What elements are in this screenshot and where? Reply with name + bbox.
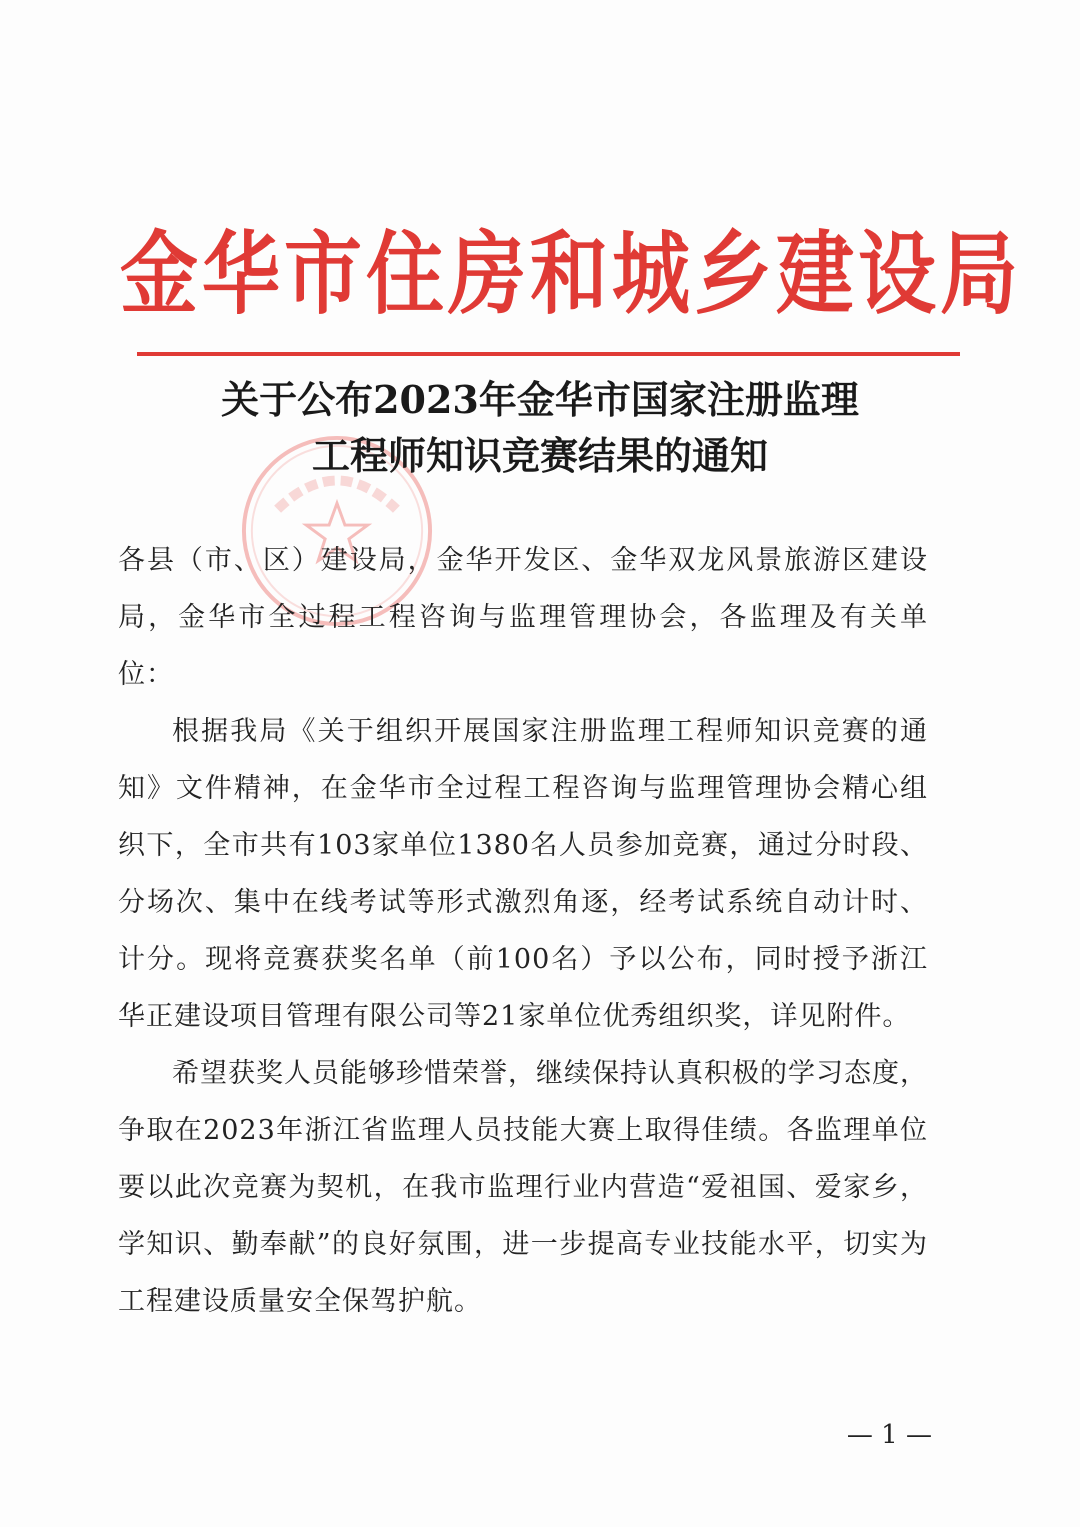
paragraph-2: 希望获奖人员能够珍惜荣誉，继续保持认真积极的学习态度，争取在2023年浙江省监理人员技能大赛上取得佳绩。各监理单位要以此次竞赛为契机，在我市监理行业内营造“爱祖国、爱家乡，学知识、勤奉献”的良好氛围，进一步提高专业技能水平，切实为工程建设质量安全保驾护航。 [118,1058,928,1317]
paragraph-1: 根据我局《关于组织开展国家注册监理工程师知识竞赛的通知》文件精神，在金华市全过程工程咨询与监理管理协会精心组织下，全市共有103家单位1380名人员参加竞赛，通过分时段、分场次、集中在线考试等形式激烈角逐，经考试系统自动计时、计分。现将竞赛获奖名单（前100名）予以公布，同时授予浙江华正建设项目管理有限公司等21家单位优秀组织奖，详见附件。 [118,716,928,1032]
document-body [118,532,928,1330]
document-title [90,372,990,484]
title-line-2: 工程师知识竞赛结果的通知 [311,433,768,478]
letterhead-issuer: 金华市住房和城乡建设局 [120,223,1023,327]
title-line-1: 关于公布2023年金华市国家注册监理 [221,377,859,422]
salutation: 各县（市、区）建设局，金华开发区、金华双龙风景旅游区建设局，金华市全过程工程咨询与监理管理协会，各监理及有关单位： [118,545,928,690]
letterhead-red-rule [137,352,960,356]
page-number: — 1 — [846,1420,932,1450]
